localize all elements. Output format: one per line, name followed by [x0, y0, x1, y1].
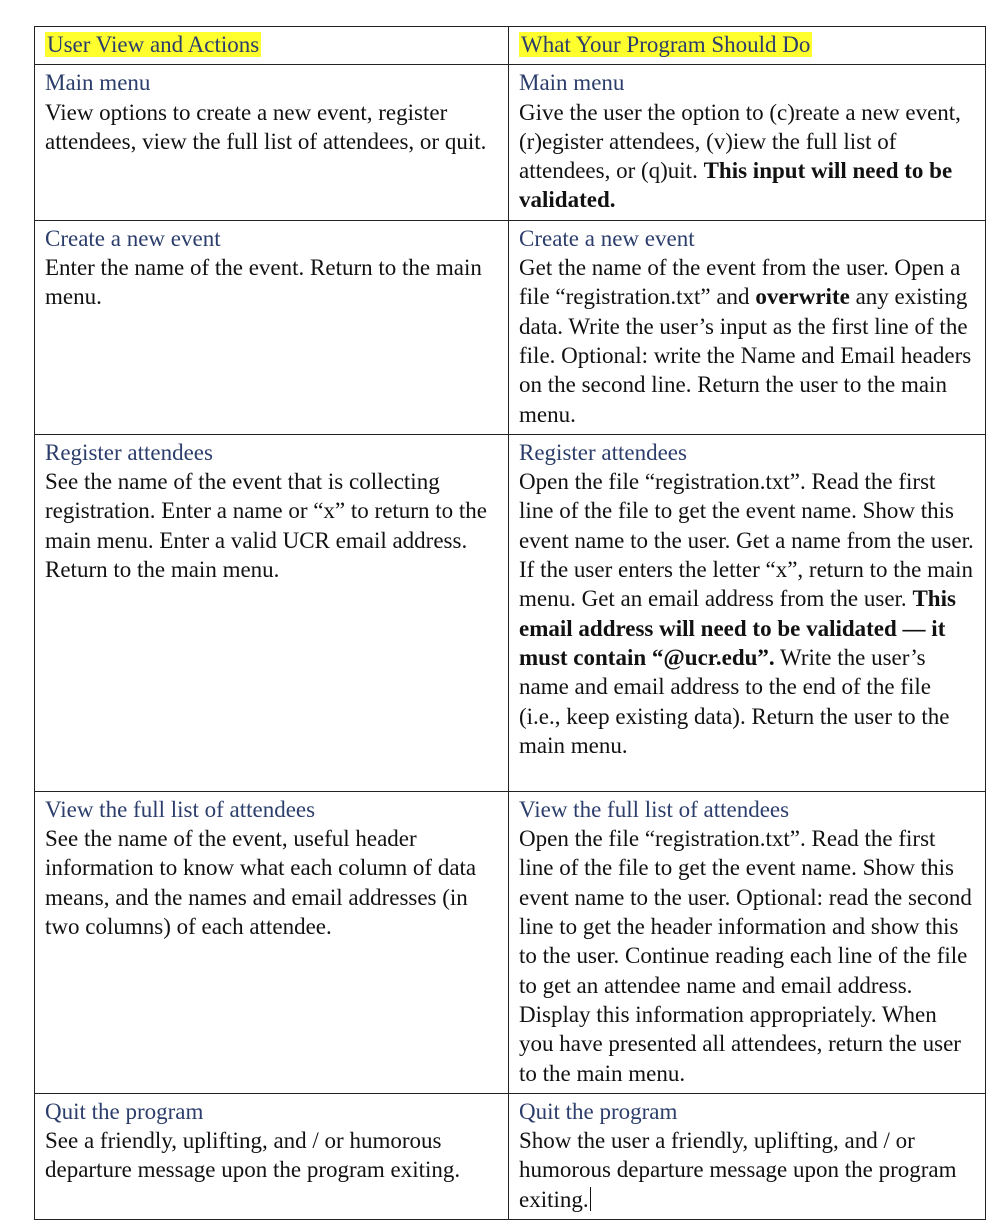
- header-cell-left: [35, 27, 509, 65]
- section-title: Main menu: [519, 70, 625, 96]
- section-text: See the name of the event, useful header information to know what each column of data means, and the names and email addresses (in two columns) of each attendee.: [45, 826, 477, 940]
- table-row: [35, 791, 986, 1093]
- section-emphasis: This input will need to be validated.: [519, 158, 953, 213]
- program-cell: [509, 791, 986, 1093]
- section-text: See the name of the event that is collecting registration. Enter a name or “x” to return to the main menu. Enter a valid UCR email address. Return to the main menu.: [45, 469, 487, 583]
- header-program-should-do: What Your Program Should Do: [521, 32, 811, 57]
- section-title: Quit the program: [519, 1098, 678, 1124]
- user-view-cell: [35, 65, 509, 220]
- section-text: Give the user the option to (c)reate a new event, (r)egister attendees, (v)iew the full list of attendees, or (q)uit.: [519, 99, 961, 184]
- program-cell: [509, 65, 986, 220]
- user-view-cell: [35, 220, 509, 434]
- program-cell: [509, 434, 986, 791]
- section-title: Quit the program: [45, 1098, 204, 1124]
- header-row: [35, 27, 986, 65]
- section-text: Get the name of the event from the user. Open a file “registration.txt” and: [519, 255, 961, 310]
- user-view-cell: [35, 791, 509, 1093]
- section-title: Main menu: [45, 70, 151, 96]
- requirements-table: [34, 26, 986, 1220]
- section-title: View the full list of attendees: [45, 796, 316, 822]
- section-text: View options to create a new event, register attendees, view the full list of attendees, or quit.: [45, 99, 487, 154]
- header-user-view: User View and Actions: [47, 32, 260, 57]
- section-text: Write the user’s name and email address to the end of the file (i.e., keep existing data). Return the user to the main menu.: [519, 644, 950, 758]
- user-view-cell: [35, 1093, 509, 1219]
- section-title: Create a new event: [519, 225, 695, 251]
- section-text: Enter the name of the event. Return to the main menu.: [45, 255, 482, 310]
- program-cell[interactable]: [509, 1093, 986, 1219]
- section-text: any existing data. Write the user’s input as the first line of the file. Optional: write the Name and Email headers on the second line. Return the user to the main menu.: [519, 284, 972, 427]
- section-emphasis: This email address will need to be validated — it must contain “@ucr.edu”.: [519, 586, 956, 670]
- section-title: Register attendees: [45, 439, 213, 465]
- table-row: [35, 220, 986, 434]
- section-text: Show the user a friendly, uplifting, and / or humorous departure message upon the program exiting.: [519, 1128, 957, 1212]
- header-cell-right: [509, 27, 986, 65]
- table-row: [35, 434, 986, 791]
- section-title: View the full list of attendees: [519, 796, 790, 822]
- table-row: [35, 1093, 986, 1219]
- user-view-cell: [35, 434, 509, 791]
- section-title: Create a new event: [45, 225, 221, 251]
- text-cursor: [590, 1187, 591, 1211]
- section-text: Open the file “registration.txt”. Read the first line of the file to get the event name. Show this event name to the user. Get a name from the user. If the user enters the letter “x”, return to the main menu. Get an email address from the user.: [519, 469, 974, 612]
- section-emphasis: overwrite: [755, 284, 850, 310]
- section-text: Open the file “registration.txt”. Read the first line of the file to get the event name. Show this event name to the user. Optional: read the second line to get the header information and show this to the user. Continue reading each line of the file to get an attendee name and email address. Display this information appropriately. When you have presented all attendees, return the user to the main menu.: [519, 826, 972, 1086]
- section-text: See a friendly, uplifting, and / or humorous departure message upon the program exiting.: [45, 1128, 461, 1183]
- section-title: Register attendees: [519, 439, 687, 465]
- program-cell: [509, 220, 986, 434]
- table-row: [35, 65, 986, 220]
